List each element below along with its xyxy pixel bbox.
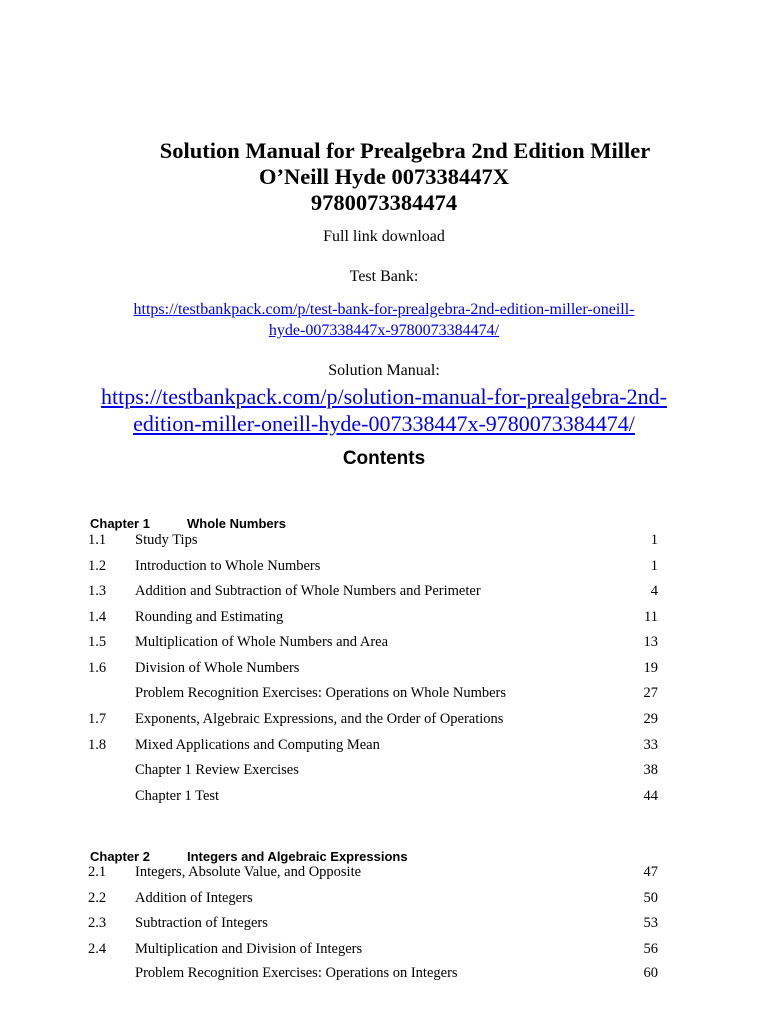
solution-manual-link-line-2[interactable]: edition-miller-oneill-hyde-007338447x-9780073384474/ bbox=[133, 411, 635, 436]
toc-row bbox=[88, 785, 658, 807]
chapter-name: Whole Numbers bbox=[187, 516, 286, 531]
test-bank-link-line-2[interactable]: hyde-007338447x-9780073384474/ bbox=[268, 322, 500, 339]
toc-row bbox=[88, 529, 658, 551]
section-title: Multiplication of Whole Numbers and Area bbox=[135, 634, 389, 650]
toc-row bbox=[88, 682, 658, 704]
title-line-2: O’Neill Hyde 007338447X bbox=[259, 164, 509, 189]
section-number: 1.5 bbox=[88, 634, 107, 650]
section-title: Problem Recognition Exercises: Operations on Whole Numbers bbox=[135, 685, 507, 701]
toc-row bbox=[88, 938, 658, 960]
section-number: 1.3 bbox=[88, 583, 107, 599]
page-number: 27 bbox=[643, 685, 658, 701]
section-title: Exponents, Algebraic Expressions, and the Order of Operations bbox=[135, 711, 504, 727]
toc-row bbox=[88, 861, 658, 883]
section-number: 2.1 bbox=[88, 864, 107, 880]
solution-manual-link-line-1[interactable]: https://testbankpack.com/p/solution-manual-for-prealgebra-2nd- bbox=[101, 384, 667, 409]
page-number: 13 bbox=[643, 634, 658, 650]
page-number: 47 bbox=[643, 864, 658, 880]
chapter-label: Chapter 1 bbox=[90, 516, 150, 531]
section-number: 1.6 bbox=[88, 660, 107, 676]
page-number: 29 bbox=[643, 711, 658, 727]
title-line-1: Solution Manual for Prealgebra 2nd Edition Miller bbox=[159, 138, 651, 163]
section-title: Problem Recognition Exercises: Operations on Integers bbox=[135, 965, 458, 981]
page-number: 38 bbox=[643, 762, 658, 778]
section-title: Study Tips bbox=[135, 532, 198, 548]
page-number: 50 bbox=[643, 890, 658, 906]
section-title: Chapter 1 Review Exercises bbox=[135, 762, 299, 778]
page-number: 60 bbox=[643, 965, 658, 981]
toc-row bbox=[88, 657, 658, 679]
solution-manual-label: Solution Manual: bbox=[328, 362, 440, 379]
toc-row bbox=[88, 887, 658, 909]
contents-heading: Contents bbox=[342, 448, 426, 469]
toc-row bbox=[88, 708, 658, 730]
page-number: 19 bbox=[643, 660, 658, 676]
section-title: Subtraction of Integers bbox=[135, 915, 268, 931]
page-number: 11 bbox=[644, 609, 658, 625]
section-title: Mixed Applications and Computing Mean bbox=[135, 737, 380, 753]
page-number: 53 bbox=[643, 915, 658, 931]
section-number: 1.1 bbox=[88, 532, 107, 548]
section-title: Multiplication and Division of Integers bbox=[135, 941, 363, 957]
toc-row bbox=[88, 962, 658, 984]
full-link-label: Full link download bbox=[323, 228, 445, 245]
toc-row bbox=[88, 734, 658, 756]
section-number: 2.2 bbox=[88, 890, 107, 906]
title-line-3: 9780073384474 bbox=[310, 190, 458, 215]
section-title: Integers, Absolute Value, and Opposite bbox=[135, 864, 362, 880]
section-title: Rounding and Estimating bbox=[135, 609, 284, 625]
toc-row bbox=[88, 759, 658, 781]
section-number: 1.8 bbox=[88, 737, 107, 753]
section-number: 1.7 bbox=[88, 711, 107, 727]
page-number: 4 bbox=[650, 583, 658, 599]
section-number: 1.2 bbox=[88, 558, 107, 574]
section-title: Addition of Integers bbox=[135, 890, 253, 906]
chapter-label: Chapter 2 bbox=[90, 849, 150, 864]
section-number: 2.4 bbox=[88, 941, 107, 957]
page-number: 44 bbox=[643, 788, 658, 804]
toc-row bbox=[88, 580, 658, 602]
section-title: Division of Whole Numbers bbox=[135, 660, 300, 676]
page-number: 1 bbox=[650, 558, 658, 574]
page-number: 1 bbox=[650, 532, 658, 548]
toc-row bbox=[88, 912, 658, 934]
section-number: 2.3 bbox=[88, 915, 107, 931]
toc-row bbox=[88, 631, 658, 653]
toc-row bbox=[88, 555, 658, 577]
page-number: 33 bbox=[643, 737, 658, 753]
test-bank-link-line-1[interactable]: https://testbankpack.com/p/test-bank-for-prealgebra-2nd-edition-miller-oneill- bbox=[133, 301, 635, 318]
document-title bbox=[0, 138, 768, 216]
section-number: 1.4 bbox=[88, 609, 107, 625]
section-title: Addition and Subtraction of Whole Numbers and Perimeter bbox=[135, 583, 481, 599]
chapter-name: Integers and Algebraic Expressions bbox=[187, 849, 408, 864]
page-number: 56 bbox=[643, 941, 658, 957]
section-title: Introduction to Whole Numbers bbox=[135, 558, 321, 574]
section-title: Chapter 1 Test bbox=[135, 788, 220, 804]
test-bank-label: Test Bank: bbox=[349, 268, 419, 285]
toc-row bbox=[88, 606, 658, 628]
